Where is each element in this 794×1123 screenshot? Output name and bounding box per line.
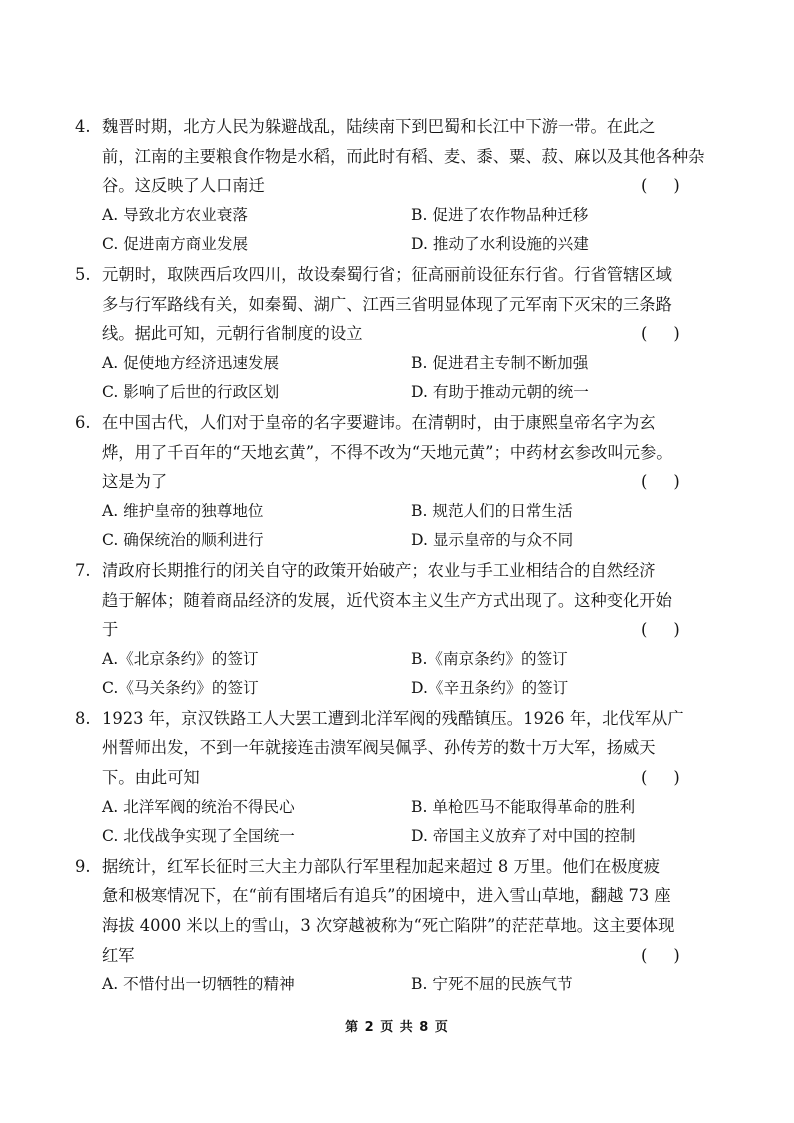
option-row xyxy=(0,822,794,852)
question-stem-text: 这是为了 xyxy=(102,472,168,492)
question-text-line xyxy=(0,852,794,882)
question-number: 5. xyxy=(75,264,91,284)
question-6 xyxy=(0,408,794,556)
question-stem-text: 趋于解体；随着商品经济的发展，近代资本主义生产方式出现了。这种变化开始 xyxy=(102,590,672,610)
question-text-line xyxy=(0,467,794,497)
question-number: 9. xyxy=(75,856,91,876)
answer-option: D. 帝国主义放弃了对中国的控制 xyxy=(411,827,636,846)
question-text-line xyxy=(0,586,794,616)
answer-option: B. 规范人们的日常生活 xyxy=(411,501,573,520)
question-text-line xyxy=(0,142,794,172)
answer-option: C. 影响了后世的行政区划 xyxy=(102,383,280,402)
question-stem-text: 清政府长期推行的闭关自守的政策开始破产；农业与手工业相结合的自然经济 xyxy=(102,560,656,580)
question-stem-text: 惫和极寒情况下，在“前有围堵后有追兵”的困境中，进入雪山草地，翻越 73 座 xyxy=(102,886,671,906)
answer-bracket: () xyxy=(641,768,706,788)
question-stem-text: 在中国古代，人们对于皇帝的名字要避讳。在清朝时，由于康熙皇帝名字为玄 xyxy=(102,412,656,432)
question-stem-text: 红军 xyxy=(102,945,135,965)
option-row xyxy=(0,230,794,260)
answer-bracket: () xyxy=(641,176,706,196)
question-stem-text: 烨，用了千百年的“天地玄黄”，不得不改为“天地元黄”；中药材玄参改叫元参。 xyxy=(102,442,673,462)
answer-option: A.《北京条约》的签订 xyxy=(102,649,259,668)
question-list xyxy=(0,112,794,1000)
answer-option: A. 促使地方经济迅速发展 xyxy=(102,353,280,372)
question-4 xyxy=(0,112,794,260)
answer-option: A. 导致北方农业衰落 xyxy=(102,205,248,224)
answer-option: C. 促进南方商业发展 xyxy=(102,235,249,254)
answer-bracket: () xyxy=(641,472,706,492)
question-number: 8. xyxy=(75,708,91,728)
option-row xyxy=(0,497,794,527)
answer-option: A. 北洋军阀的统治不得民心 xyxy=(102,797,295,816)
question-text-line xyxy=(0,615,794,645)
answer-option: D. 显示皇帝的与众不同 xyxy=(411,531,574,550)
answer-option: C. 北伐战争实现了全国统一 xyxy=(102,827,295,846)
option-row xyxy=(0,526,794,556)
question-stem-text: 魏晋时期，北方人民为躲避战乱，陆续南下到巴蜀和长江中下游一带。在此之 xyxy=(102,117,656,136)
question-8 xyxy=(0,704,794,852)
question-text-line xyxy=(0,704,794,734)
question-stem-text: 海拔 4000 米以上的雪山，3 次穿越被称为“死亡陷阱”的茫茫草地。这主要体现 xyxy=(102,916,675,936)
answer-bracket: () xyxy=(641,324,706,344)
option-row xyxy=(0,674,794,704)
answer-option: A. 不惜付出一切牺牲的精神 xyxy=(102,975,295,994)
question-stem-text: 前，江南的主要粮食作物是水稻，而此时有稻、麦、黍、粟、菽、麻以及其他各种杂 xyxy=(102,146,705,166)
question-text-line xyxy=(0,733,794,763)
option-row xyxy=(0,378,794,408)
answer-option: B. 促进了农作物品种迁移 xyxy=(411,205,589,224)
question-text-line xyxy=(0,171,794,201)
option-row xyxy=(0,349,794,379)
answer-bracket: () xyxy=(641,620,706,640)
option-row xyxy=(0,201,794,231)
answer-option: D. 推动了水利设施的兴建 xyxy=(411,235,589,254)
question-stem-text: 多与行军路线有关，如秦蜀、湖广、江西三省明显体现了元军南下灭宋的三条路 xyxy=(102,294,672,314)
answer-option: B.《南京条约》的签订 xyxy=(411,649,568,668)
option-row xyxy=(0,793,794,823)
answer-option: D. 有助于推动元朝的统一 xyxy=(411,383,589,402)
answer-option: B. 促进君主专制不断加强 xyxy=(411,353,589,372)
question-7 xyxy=(0,556,794,704)
question-text-line xyxy=(0,260,794,290)
question-number: 4. xyxy=(75,117,91,136)
option-row xyxy=(0,645,794,675)
question-text-line xyxy=(0,438,794,468)
answer-option: B. 宁死不屈的民族气节 xyxy=(411,975,573,994)
question-text-line xyxy=(0,408,794,438)
answer-option: D.《辛丑条约》的签订 xyxy=(411,679,569,698)
question-text-line xyxy=(0,881,794,911)
question-text-line xyxy=(0,763,794,793)
question-stem-text: 下。由此可知 xyxy=(102,768,200,788)
question-stem-text: 于 xyxy=(102,620,119,640)
question-text-line xyxy=(0,911,794,941)
question-stem-text: 谷。这反映了人口南迁 xyxy=(102,176,265,196)
question-text-line xyxy=(0,112,794,142)
question-9 xyxy=(0,852,794,1000)
question-number: 6. xyxy=(75,412,91,432)
answer-option: A. 维护皇帝的独尊地位 xyxy=(102,501,264,520)
page-footer: 第 2 页 共 8 页 xyxy=(345,1020,449,1035)
question-text-line xyxy=(0,290,794,320)
question-text-line xyxy=(0,556,794,586)
question-stem-text: 线。据此可知，元朝行省制度的设立 xyxy=(102,324,363,344)
answer-option: C. 确保统治的顺利进行 xyxy=(102,531,264,550)
question-number: 7. xyxy=(75,560,91,580)
option-row xyxy=(0,970,794,1000)
answer-option: B. 单枪匹马不能取得革命的胜利 xyxy=(411,797,636,816)
question-stem-text: 1923 年，京汉铁路工人大罢工遭到北洋军阀的残酷镇压。1926 年，北伐军从广 xyxy=(102,708,684,728)
question-stem-text: 元朝时，取陕西后攻四川，故设秦蜀行省；征高丽前设征东行省。行省管辖区域 xyxy=(102,264,672,284)
answer-option: C.《马关条约》的签订 xyxy=(102,679,259,698)
question-text-line xyxy=(0,319,794,349)
question-stem-text: 据统计，红军长征时三大主力部队行军里程加起来超过 8 万里。他们在极度疲 xyxy=(102,856,660,876)
answer-bracket: () xyxy=(641,945,706,965)
question-stem-text: 州誓师出发，不到一年就接连击溃军阀吴佩孚、孙传芳的数十万大军，扬威天 xyxy=(102,738,656,758)
question-text-line xyxy=(0,941,794,971)
question-5 xyxy=(0,260,794,408)
